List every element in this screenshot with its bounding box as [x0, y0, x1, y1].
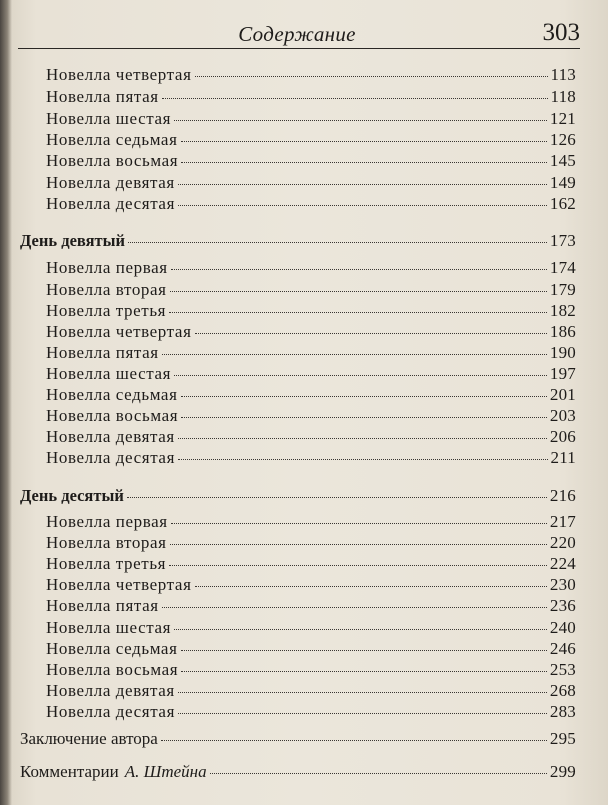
dot-leader: [178, 205, 547, 206]
toc-entry-page: 203: [549, 406, 576, 425]
toc-conclusion[interactable]: [20, 728, 576, 749]
toc-entry[interactable]: [46, 384, 576, 405]
toc-entry-page: 179: [549, 280, 576, 299]
toc-entry-label: Новелла седьмая: [46, 385, 178, 404]
toc-entry-page: 118: [550, 87, 576, 106]
toc-entry-page: 197: [549, 364, 576, 383]
toc-entry-label: Новелла десятая: [46, 702, 175, 721]
toc-day-heading[interactable]: [20, 485, 576, 506]
dot-leader: [181, 417, 547, 418]
toc-entry[interactable]: [46, 574, 576, 595]
toc-commentary[interactable]: [20, 761, 576, 782]
toc-entry[interactable]: [46, 129, 576, 150]
toc-entry[interactable]: [46, 363, 576, 384]
toc-entry-page: 145: [549, 151, 576, 170]
dot-leader: [181, 650, 547, 651]
toc-entry-page: 240: [549, 618, 576, 637]
dot-leader: [181, 162, 547, 163]
toc-entry-label: Новелла седьмая: [46, 130, 178, 149]
toc-entry-page: 126: [549, 130, 576, 149]
toc-entry[interactable]: [46, 701, 576, 722]
toc-entry-page: 206: [549, 427, 576, 446]
dot-leader: [170, 291, 547, 292]
toc-entry-label: Новелла пятая: [46, 343, 159, 362]
toc-entry-page: 236: [549, 596, 576, 615]
dot-leader: [195, 76, 548, 77]
toc-entry[interactable]: [46, 511, 576, 532]
dot-leader: [195, 586, 547, 587]
toc-conclusion-label: Заключение автора: [20, 729, 158, 748]
toc-entry-label: Новелла десятая: [46, 194, 175, 213]
toc-day-label: День девятый: [20, 231, 126, 250]
toc-entry[interactable]: [46, 108, 576, 129]
dot-leader: [169, 312, 547, 313]
toc-entry-label: Новелла четвертая: [46, 575, 192, 594]
dot-leader: [178, 438, 547, 439]
toc-entry-label: Новелла четвертая: [46, 322, 192, 341]
toc-entry-label: Новелла девятая: [46, 427, 175, 446]
toc-conclusion-page: 295: [549, 729, 576, 748]
toc-entry-page: 283: [549, 702, 576, 721]
toc-entry[interactable]: [46, 257, 576, 278]
toc-commentary-label: Комментарии: [20, 762, 119, 781]
dot-leader: [162, 607, 547, 608]
toc-entry-label: Новелла вторая: [46, 533, 167, 552]
toc-entry-label: Новелла десятая: [46, 448, 175, 467]
toc-entry[interactable]: [46, 172, 576, 193]
toc-entry-label: Новелла пятая: [46, 596, 159, 615]
dot-leader: [128, 242, 547, 243]
toc-day-heading[interactable]: [20, 230, 576, 251]
toc-entry-label: Новелла восьмая: [46, 406, 179, 425]
toc-entry-label: Новелла первая: [46, 512, 168, 531]
toc-entry[interactable]: [46, 447, 576, 468]
toc-entry[interactable]: [46, 532, 576, 553]
toc-entry-page: 121: [549, 109, 576, 128]
dot-leader: [174, 375, 547, 376]
toc-entry-page: 217: [549, 512, 576, 531]
dot-leader: [162, 98, 548, 99]
toc-entry-page: 182: [549, 301, 576, 320]
toc-entry[interactable]: [46, 193, 576, 214]
toc-entry-label: Новелла пятая: [46, 87, 159, 106]
toc-entry[interactable]: [46, 617, 576, 638]
toc-entry-label: Новелла шестая: [46, 618, 172, 637]
toc-entry-page: 220: [549, 533, 576, 552]
toc-day-label: День десятый: [20, 486, 124, 505]
toc-entry-label: Новелла четвертая: [46, 65, 192, 84]
dot-leader: [170, 544, 547, 545]
toc-entry[interactable]: [46, 638, 576, 659]
dot-leader: [171, 269, 547, 270]
toc-entry-page: 230: [549, 575, 576, 594]
toc-entry[interactable]: [46, 150, 576, 171]
toc-entry[interactable]: [46, 680, 576, 701]
toc-entry-page: 113: [550, 65, 576, 84]
toc-entry-label: Новелла восьмая: [46, 151, 179, 170]
toc-entry[interactable]: [46, 553, 576, 574]
dot-leader: [181, 141, 547, 142]
header-page-number: 303: [542, 19, 580, 46]
toc-entry[interactable]: [46, 279, 576, 300]
toc-entry-label: Новелла третья: [46, 301, 167, 320]
dot-leader: [169, 565, 547, 566]
toc-entry-page: 186: [549, 322, 576, 341]
dot-leader: [171, 523, 547, 524]
header-title: Содержание: [238, 22, 356, 46]
toc-entry-label: Новелла первая: [46, 258, 168, 277]
toc-entry-label: Новелла шестая: [46, 109, 172, 128]
toc-entry[interactable]: [46, 342, 576, 363]
toc-entry-page: 211: [550, 448, 576, 467]
toc-day-page: 173: [549, 231, 576, 250]
toc-entry-label: Новелла девятая: [46, 681, 175, 700]
dot-leader: [174, 120, 547, 121]
toc-entry-page: 149: [549, 173, 576, 192]
dot-leader: [178, 692, 547, 693]
toc-entry[interactable]: [46, 64, 576, 85]
toc-entry[interactable]: [46, 86, 576, 107]
dot-leader: [174, 629, 547, 630]
toc-entry-label: Новелла шестая: [46, 364, 172, 383]
dot-leader: [162, 354, 547, 355]
toc-commentary-author: А. Штейна: [124, 762, 207, 781]
toc-day-page: 216: [549, 486, 576, 505]
toc-entry[interactable]: [46, 595, 576, 616]
toc-entry-page: 201: [549, 385, 576, 404]
dot-leader: [181, 396, 547, 397]
dot-leader: [210, 773, 547, 774]
toc-commentary-page: 299: [549, 762, 576, 781]
toc-entry-label: Новелла третья: [46, 554, 167, 573]
toc-entry[interactable]: [46, 659, 576, 680]
toc-entry-page: 268: [549, 681, 576, 700]
dot-leader: [178, 713, 547, 714]
toc-entry-page: 190: [549, 343, 576, 362]
dot-leader: [178, 184, 547, 185]
dot-leader: [127, 497, 547, 498]
toc-entry-label: Новелла вторая: [46, 280, 167, 299]
toc-entry[interactable]: [46, 405, 576, 426]
dot-leader: [195, 333, 547, 334]
toc-entry-label: Новелла девятая: [46, 173, 175, 192]
dot-leader: [178, 459, 548, 460]
toc-entry-page: 224: [549, 554, 576, 573]
toc-entry-page: 162: [549, 194, 576, 213]
toc-entry-page: 246: [549, 639, 576, 658]
toc-entry-label: Новелла седьмая: [46, 639, 178, 658]
toc-entry-page: 253: [549, 660, 576, 679]
toc-entry-page: 174: [549, 258, 576, 277]
toc-entry[interactable]: [46, 300, 576, 321]
dot-leader: [161, 740, 547, 741]
toc-entry[interactable]: [46, 321, 576, 342]
toc-entry-label: Новелла восьмая: [46, 660, 179, 679]
dot-leader: [181, 671, 547, 672]
toc-entry[interactable]: [46, 426, 576, 447]
